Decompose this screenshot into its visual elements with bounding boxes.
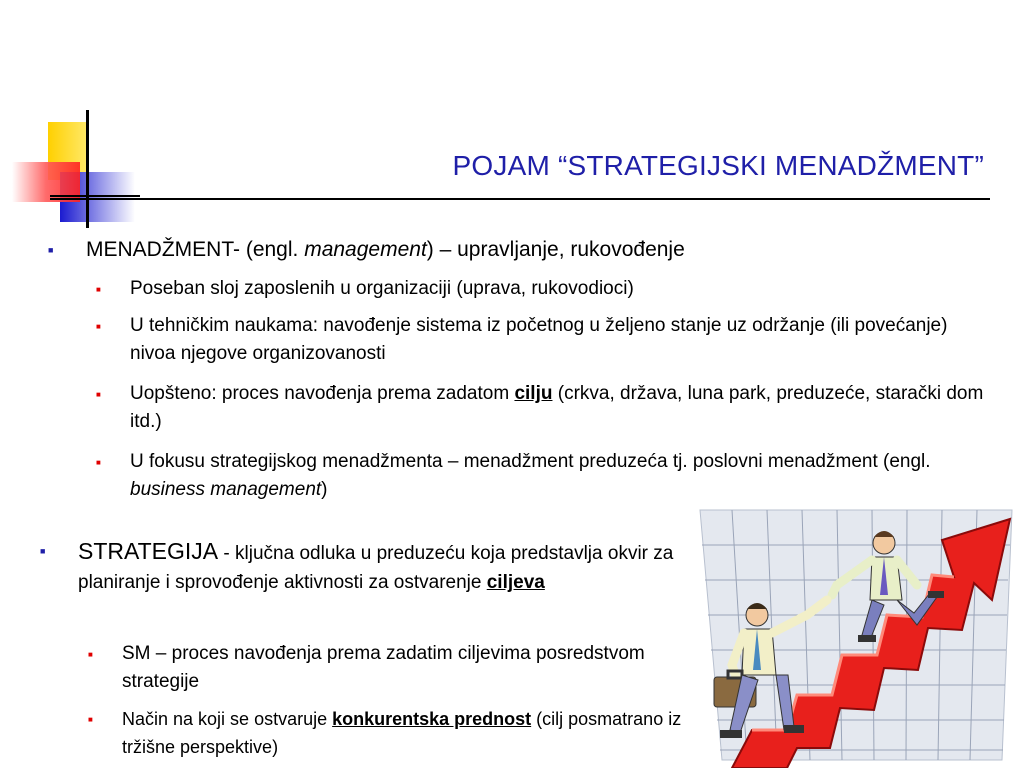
- square-bullet-icon: ■: [40, 546, 46, 556]
- square-bullet-icon: ■: [96, 458, 101, 467]
- square-bullet-icon: ■: [88, 715, 93, 724]
- bullet-strategija: ■ STRATEGIJA - ključna odluka u preduzeću koja predstavlja okvir za planiranje i sprovođenje aktivnosti za ostvarenje ciljeva: [40, 538, 674, 593]
- bullet-menadzment: [48, 236, 685, 264]
- sub-bullet-poseban-sloj: ■ Poseban sloj zaposlenih u organizaciji (uprava, rukovodioci): [96, 278, 634, 299]
- square-bullet-icon: ■: [96, 285, 101, 294]
- square-bullet-icon: ■: [48, 245, 54, 255]
- sub-bullet-uopsteno: ■ Uopšteno: proces navođenja prema zadatom cilju (crkva, država, luna park, preduzeće, starački dom itd.): [96, 383, 984, 432]
- square-bullet-icon: ■: [96, 390, 101, 399]
- sub-bullet-konkurentska-prednost: ■ Način na koji se ostvaruje konkurentska prednost (cilj posmatrano iz tržišne perspektive): [88, 709, 682, 757]
- decorative-squares-icon: [0, 100, 140, 230]
- bullet-text: MENADŽMENT- (engl. management) – upravljanje, rukovođenje: [86, 238, 685, 261]
- title-divider: [50, 198, 990, 200]
- businessmen-climbing-arrow-icon: [692, 505, 1024, 768]
- sub-bullet-fokus: ■ U fokusu strategijskog menadžmenta – menadžment preduzeća tj. poslovni menadžment (engl. business management): [96, 451, 931, 500]
- square-bullet-icon: ■: [96, 322, 101, 331]
- sub-bullet-sm-proces: ■ SM – proces navođenja prema zadatim ciljevima posredstvom strategije: [88, 643, 645, 692]
- slide-title: POJAM “STRATEGIJSKI MENADŽMENT”: [452, 150, 984, 181]
- square-bullet-icon: ■: [88, 650, 93, 659]
- sub-bullet-tehnicke-nauke: ■ U tehničkim naukama: navođenje sistema iz početnog u željeno stanje uz održanje (ili povećanje) nivoa njegove organizovanosti: [96, 315, 948, 364]
